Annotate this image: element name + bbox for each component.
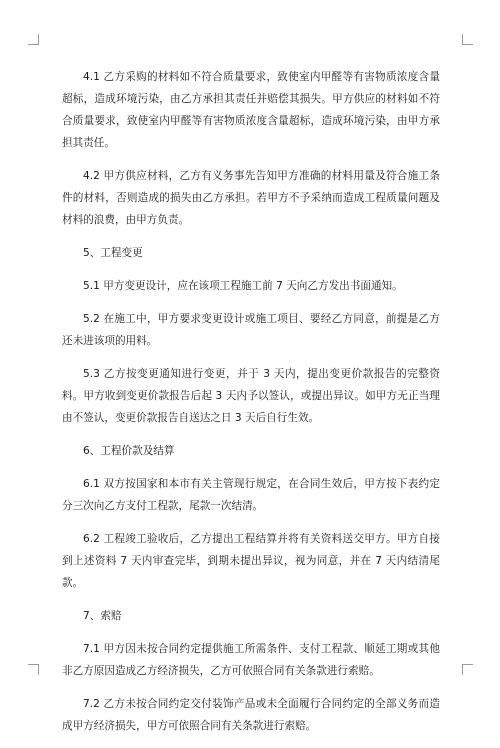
crop-mark-bottom-left [28, 664, 39, 675]
clause-6-2: 6.2 工程竣工验收后，乙方提出工程结算并将有关资料送交甲方。甲方自接到上述资料 7 天内审查完毕，到期未提出异议，视为同意，并在 7 天内结清尾款。 [62, 533, 440, 589]
document-body [62, 66, 440, 748]
clause-5-3: 5.3 乙方按变更通知进行变更，并于 3 天内，提出变更价款报告的完整资料。甲方收到变更价款报告后起 3 天内予以签认，或提出异议。如甲方无正当理由不签认，变更价款报告自送达之日 3 天后自行生效。 [62, 368, 440, 424]
crop-mark-top-right [462, 34, 473, 45]
clause-6-1: 6.1 双方按国家和本市有关主管现行规定，在合同生效后，甲方按下表约定分三次向乙方支付工程款，尾款一次结清。 [62, 478, 440, 512]
section-heading-5: 5、工程变更 [83, 247, 143, 259]
clause-7-1: 7.1 甲方因未按合同约定提供施工所需条件、支付工程款、顺延工期或其他非乙方原因造成乙方经济损失，乙方可依照合同有关条款进行索赔。 [62, 643, 440, 677]
clause-5-2: 5.2 在施工中，甲方要求变更设计或施工项目、要经乙方同意，前提是乙方还未进该项的用料。 [62, 313, 440, 347]
clause-7-2: 7.2 乙方未按合同约定交付装饰产品或未全面履行合同约定的全部义务而造成甲方经济损失，甲方可依照合同有关条款进行索赔。 [62, 698, 440, 732]
section-heading-6: 6、工程价款及结算 [83, 445, 175, 457]
crop-mark-top-left [28, 34, 39, 45]
section-heading-7: 7、索赔 [83, 610, 122, 622]
clause-4-1: 4.1 乙方采购的材料如不符合质量要求，致使室内甲醛等有害物质浓度含量超标，造成环境污染，由乙方承担其责任并赔偿其损失。甲方供应的材料如不符合质量要求，致使室内甲醛等有害物质浓度含量超标，造成环境污染，由甲方承担其责任。 [62, 71, 440, 149]
clause-4-2: 4.2 甲方供应材料，乙方有义务事先告知甲方准确的材料用量及符合施工条件的材料，否则造成的损失由乙方承担。若甲方不予采纳而造成工程质量问题及材料的浪费，由甲方负责。 [62, 170, 440, 226]
crop-mark-bottom-right [462, 664, 473, 675]
clause-5-1: 5.1 甲方变更设计，应在该项工程施工前 7 天向乙方发出书面通知。 [83, 280, 403, 292]
